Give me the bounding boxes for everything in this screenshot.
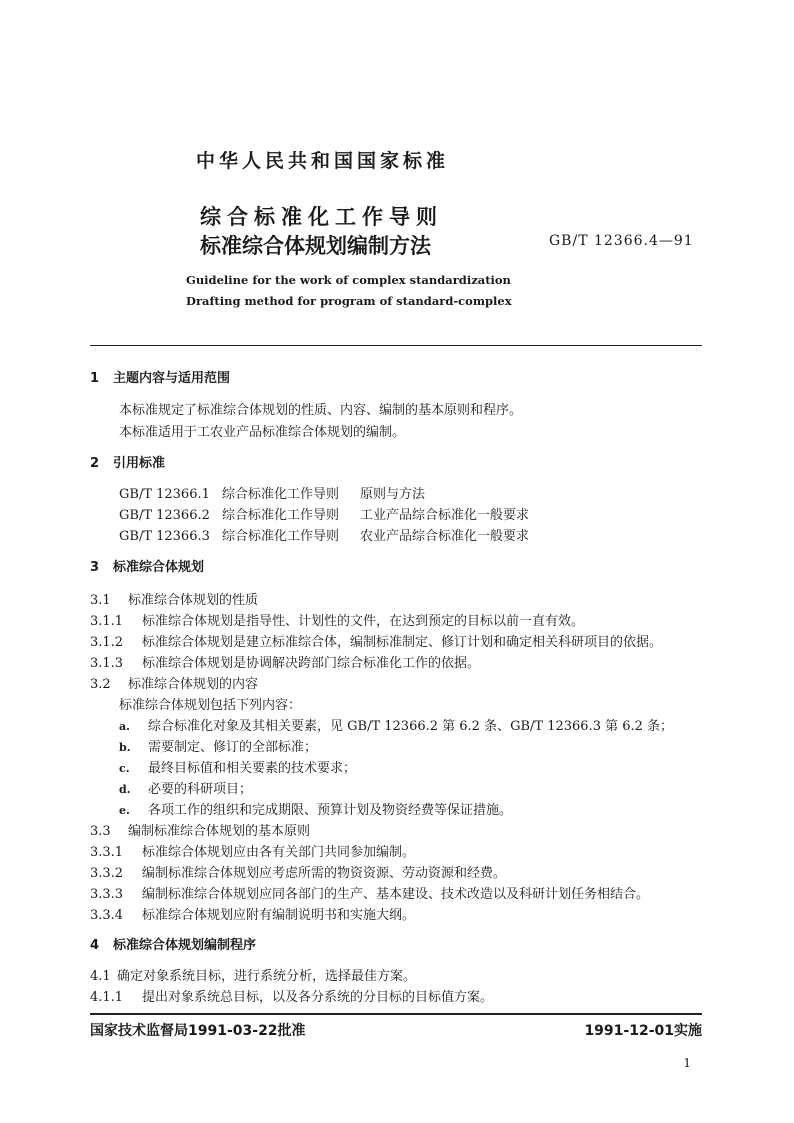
reference-title: 工业产品综合标准化一般要求	[360, 508, 530, 523]
clause	[90, 593, 702, 614]
list-item	[90, 782, 702, 803]
english-title-line2: Drafting method for program of standard-complex	[186, 294, 512, 308]
clause-text: 编制标准综合体规划应同各部门的生产、基本建设、技术改造以及科研计划任务相结合。	[142, 887, 650, 902]
list-item-label: b.	[119, 741, 131, 754]
header-divider	[90, 345, 702, 346]
clause-text: 提出对象系统总目标，以及各分系统的分目标的目标值方案。	[142, 990, 494, 1005]
clause	[90, 845, 702, 866]
clause-number: 3.3.3	[90, 887, 124, 902]
reference-item	[119, 529, 529, 550]
clause	[90, 677, 702, 698]
clause	[90, 866, 702, 887]
list-item	[90, 740, 702, 761]
reference-item	[119, 508, 529, 529]
clause-number: 3.1.3	[90, 656, 124, 671]
clause-intro	[90, 698, 702, 719]
clause-text: 标准综合体规划是协调解决跨部门综合标准化工作的依据。	[142, 656, 481, 671]
reference-code: GB/T 12366.1	[119, 487, 210, 502]
standard-code: GB/T 12366.4—91	[549, 233, 694, 249]
section-title: 标准综合体规划编制程序	[113, 938, 257, 953]
clause	[90, 990, 702, 1011]
section-number: 2	[90, 456, 100, 471]
section-title: 标准综合体规划	[113, 560, 205, 575]
reference-series: 综合标准化工作导则	[222, 508, 340, 523]
list-item-text: 综合标准化对象及其相关要素，见 GB/T 12366.2 第 6.2 条、GB/T 12366.3 第 6.2 条；	[148, 719, 674, 734]
list-item-text: 最终目标值和相关要素的技术要求；	[148, 761, 357, 776]
list-item-label: d.	[119, 783, 131, 796]
list-item	[90, 803, 702, 824]
clause-text: 标准综合体规划应附有编制说明书和实施大纲。	[142, 908, 416, 923]
clause-number: 3.3.2	[90, 866, 124, 881]
clause-number: 3.1.2	[90, 635, 124, 650]
clause	[90, 656, 702, 677]
clause	[90, 824, 702, 845]
paragraph: 本标准适用于工农业产品标准综合体规划的编制。	[119, 425, 406, 440]
list-item-text: 各项工作的组织和完成期限、预算计划及物资经费等保证措施。	[148, 803, 513, 818]
section-3-heading	[90, 560, 702, 576]
clause-number: 3.3.1	[90, 845, 124, 860]
reference-list	[119, 487, 529, 550]
reference-title: 农业产品综合标准化一般要求	[360, 529, 530, 544]
clause-text: 编制标准综合体规划应考虑所需的物资资源、劳动资源和经费。	[142, 866, 507, 881]
clause	[90, 887, 702, 908]
clause-number: 3.3	[90, 824, 111, 839]
english-title-line1: Guideline for the work of complex standardization	[186, 273, 511, 287]
reference-code: GB/T 12366.2	[119, 508, 210, 523]
clause-text: 标准综合体规划包括下列内容：	[119, 698, 302, 713]
document-title-line2: 标准综合体规划编制方法	[200, 234, 431, 258]
clause-list	[90, 969, 702, 1011]
section-2-heading	[90, 456, 702, 472]
reference-series: 综合标准化工作导则	[222, 487, 340, 502]
clause-number: 3.1	[90, 593, 111, 608]
clause-text: 确定对象系统目标，进行系统分析，选择最佳方案。	[117, 969, 417, 984]
section-number: 3	[90, 560, 100, 575]
reference-code: GB/T 12366.3	[119, 529, 210, 544]
list-item-label: e.	[119, 804, 130, 817]
list-item-label: a.	[119, 720, 130, 733]
section-title: 引用标准	[113, 456, 166, 471]
list-item	[90, 761, 702, 782]
clause-text: 标准综合体规划的性质	[128, 593, 259, 608]
clause	[90, 635, 702, 656]
section-1-heading	[90, 371, 702, 387]
list-item-text: 必要的科研项目；	[148, 782, 253, 797]
country-title: 中华人民共和国国家标准	[196, 150, 450, 172]
reference-title: 原则与方法	[360, 487, 426, 502]
section-number: 4	[90, 938, 100, 953]
clause-text: 标准综合体规划是指导性、计划性的文件，在达到预定的目标以前一直有效。	[142, 614, 585, 629]
clause	[90, 908, 702, 929]
clause-number: 3.3.4	[90, 908, 124, 923]
footer-divider	[90, 1013, 702, 1015]
clause-text: 编制标准综合体规划的基本原则	[128, 824, 311, 839]
section-4-heading	[90, 938, 702, 954]
implementation-date: 1991-12-01实施	[584, 1023, 702, 1039]
reference-item	[119, 487, 529, 508]
clause-number: 3.2	[90, 677, 111, 692]
document-title-line1: 综合标准化工作导则	[200, 205, 443, 229]
clause-text: 标准综合体规划的内容	[128, 677, 259, 692]
clause	[90, 614, 702, 635]
list-item-label: c.	[119, 762, 130, 775]
paragraph: 本标准规定了标准综合体规划的性质、内容、编制的基本原则和程序。	[119, 403, 523, 418]
clause-number: 3.1.1	[90, 614, 124, 629]
reference-series: 综合标准化工作导则	[222, 529, 340, 544]
page-number: 1	[683, 1056, 691, 1070]
clause-text: 标准综合体规划是建立标准综合体，编制标准制定、修订计划和确定相关科研项目的依据。	[142, 635, 663, 650]
list-item-text: 需要制定、修订的全部标准；	[148, 740, 318, 755]
clause-list	[90, 593, 702, 929]
clause-number: 4.1.1	[90, 990, 124, 1005]
clause	[90, 969, 702, 990]
section-number: 1	[90, 371, 100, 386]
section-title: 主题内容与适用范围	[113, 371, 231, 386]
clause-text: 标准综合体规划应由各有关部门共同参加编制。	[142, 845, 416, 860]
list-item	[90, 719, 702, 740]
clause-number: 4.1	[90, 969, 111, 984]
approval-date: 国家技术监督局1991-03-22批准	[90, 1023, 306, 1039]
